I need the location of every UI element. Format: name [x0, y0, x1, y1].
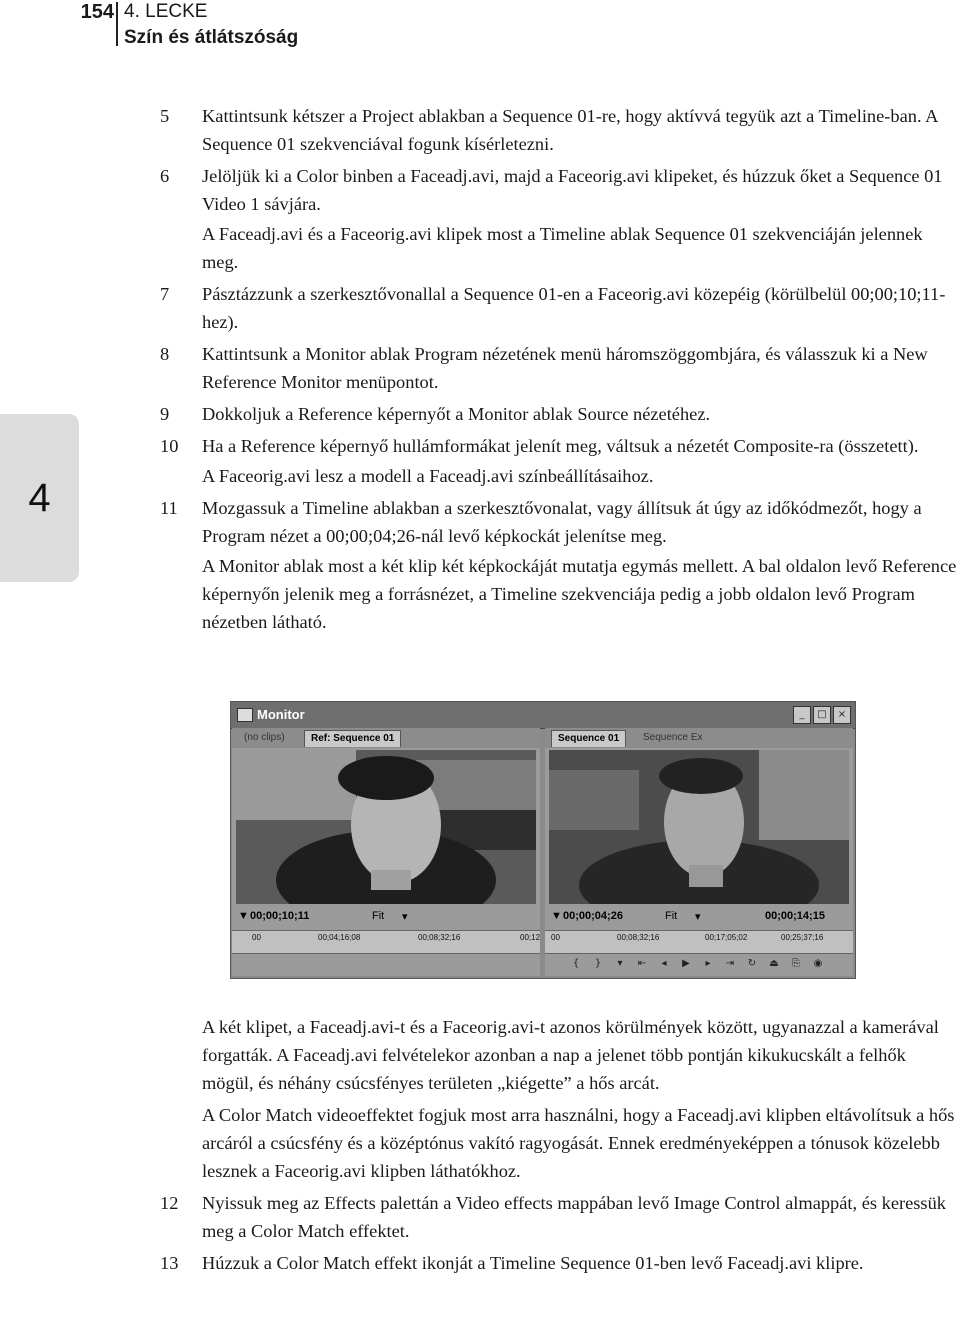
set-in-icon[interactable]: { — [572, 958, 580, 969]
step-5: 5 Kattintsunk kétszer a Project ablakban a Sequence 01-re, hogy aktívvá tegyük azt a Timeline-ban. A Sequence 01 szekvenciával fogunk kísérletezni. — [160, 106, 938, 154]
tab-sequence-ex[interactable]: Sequence Ex — [643, 732, 703, 743]
ruler-label: 00 — [252, 933, 261, 942]
ruler-label: 00;08;32;16 — [617, 933, 660, 942]
note-10: A Faceorig.avi lesz a modell a Faceadj.avi színbeállításaihoz. — [202, 466, 654, 486]
reference-panel — [232, 728, 540, 976]
program-ruler[interactable] — [545, 930, 853, 954]
note-after-screenshot: A két klipet, a Faceadj.avi-t és a Faceorig.avi-t azonos körülmények között, ugyanazzal a kamerával forgatták. A Faceadj.avi felvételekor azonban a nap a jelenet több pontján kikukucskált a felhők mögül, és néhány csúcsfényes területen „kiégette” a hős arcát. — [202, 1017, 939, 1093]
ruler-label: 00;08;32;16 — [418, 933, 461, 942]
lesson-label: 4. LECKE — [124, 1, 208, 22]
step-back-icon[interactable]: ◂ — [661, 958, 667, 969]
note-6: A Faceadj.avi és a Faceorig.avi klipek most a Timeline ablak Sequence 01 szekvenciáján jelennek meg. — [202, 224, 923, 272]
transport-controls — [569, 956, 829, 974]
page-title: Szín és átlátszóság — [124, 27, 299, 48]
program-video-frame — [549, 750, 849, 904]
program-panel — [545, 728, 853, 976]
tab-no-clips[interactable]: (no clips) — [244, 732, 285, 743]
set-out-icon[interactable]: } — [594, 958, 602, 969]
export-frame-icon[interactable]: ◉ — [813, 958, 823, 969]
step-11: 11 Mozgassuk a Timeline ablakban a szerkesztővonalat, vagy állítsuk át úgy az időkódmezőt, hogy a Program nézet a 00;00;04;26-nál levő képkockát jelenítse meg. — [160, 498, 922, 546]
monitor-app-icon — [237, 708, 253, 722]
ruler-label: 00;12 — [520, 933, 541, 942]
program-timecode[interactable]: 00;00;04;26 — [563, 910, 623, 922]
step-8: 8 Kattintsunk a Monitor ablak Program nézetének menü háromszöggombjára, és válasszuk ki a New Reference Monitor menüpontot. — [160, 344, 928, 392]
step-forward-icon[interactable]: ▸ — [705, 958, 711, 969]
header-rule — [116, 2, 118, 46]
chapter-tab: 4 — [0, 414, 79, 582]
window-controls — [793, 706, 851, 724]
reference-timecode-row — [232, 910, 540, 926]
reference-face-image — [236, 750, 536, 904]
minimize-icon[interactable]: _ — [793, 706, 811, 724]
ruler-label: 00;25;37;16 — [781, 933, 824, 942]
reference-fit[interactable]: Fit — [372, 910, 385, 922]
ruler-label: 00;17;05;02 — [705, 933, 748, 942]
playhead-icon: ▼ — [238, 910, 249, 922]
lift-icon[interactable]: ⏏ — [769, 958, 779, 969]
step-9: 9 Dokkoljuk a Reference képernyőt a Monitor ablak Source nézetéhez. — [160, 404, 711, 424]
reference-timecode[interactable]: 00;00;10;11 — [250, 910, 310, 922]
reference-tabs — [232, 728, 540, 748]
monitor-title-bar — [231, 702, 855, 729]
reference-video-frame — [236, 750, 536, 904]
step-10: 10 Ha a Reference képernyő hullámformákat jelenít meg, váltsuk a nézetét Composite-ra (összetett). — [160, 436, 919, 456]
playhead-icon: ▼ — [551, 910, 562, 922]
step-12: 12 Nyissuk meg az Effects palettán a Video effects mappában levő Image Control almappát, és keressük meg a Color Match effektet. — [160, 1193, 946, 1241]
marker-icon[interactable]: ▾ — [617, 958, 623, 969]
go-to-in-icon[interactable]: ⇤ — [637, 958, 647, 969]
ruler-label: 00 — [551, 933, 560, 942]
monitor-title: Monitor — [257, 707, 305, 722]
close-icon[interactable]: × — [833, 706, 851, 724]
step-13: 13 Húzzuk a Color Match effekt ikonját a Timeline Sequence 01-ben levő Faceadj.avi klipre. — [160, 1253, 864, 1273]
main-text — [160, 102, 960, 640]
tab-ref-sequence[interactable]: Ref: Sequence 01 — [304, 730, 401, 747]
loop-icon[interactable]: ↻ — [747, 958, 757, 969]
note-color-match: A Color Match videoeffektet fogjuk most arra használni, hogy a Faceadj.avi klipben eltávolítsuk a hős arcáról a csúcsfény és a középtónus vakító ragyogását. Ennek eredményeképpen a tónusok közelebb lesznek a Faceorig.avi klipben láthatókhoz. — [202, 1105, 955, 1181]
main-text-continued — [160, 1013, 960, 1281]
note-11: A Monitor ablak most a két klip két képkockáját mutatja egymás mellett. A bal oldalon levő Reference képernyőn jelenik meg a forrásnézet, a Timeline szekvenciája pedig a jobb oldalon levő Program nézetben látható. — [202, 556, 957, 632]
maximize-icon[interactable]: □ — [813, 706, 831, 724]
program-duration: 00;00;14;15 — [765, 910, 825, 922]
go-to-out-icon[interactable]: ⇥ — [725, 958, 735, 969]
program-tabs — [545, 728, 853, 748]
reference-ruler[interactable] — [232, 930, 540, 954]
monitor-window-screenshot — [230, 701, 856, 979]
step-7: 7 Pásztázzunk a szerkesztővonallal a Sequence 01-en a Faceorig.avi közepéig (körülbelül 00;00;10;11-hez). — [160, 284, 946, 332]
fit-dropdown-icon[interactable]: ▾ — [402, 911, 408, 923]
program-face-image — [549, 750, 849, 904]
page-number: 154 — [80, 1, 114, 23]
program-timecode-row — [545, 910, 853, 926]
step-6: 6 Jelöljük ki a Color binben a Faceadj.avi, majd a Faceorig.avi klipeket, és húzzuk őket a Sequence 01 Video 1 sávjára. — [160, 166, 943, 214]
ruler-label: 00;04;16;08 — [318, 933, 361, 942]
fit-dropdown-icon[interactable]: ▾ — [695, 911, 701, 923]
tab-sequence-01[interactable]: Sequence 01 — [551, 730, 626, 747]
play-icon[interactable]: ▶ — [682, 958, 690, 969]
program-fit[interactable]: Fit — [665, 910, 678, 922]
extract-icon[interactable]: ⎘ — [792, 958, 800, 969]
